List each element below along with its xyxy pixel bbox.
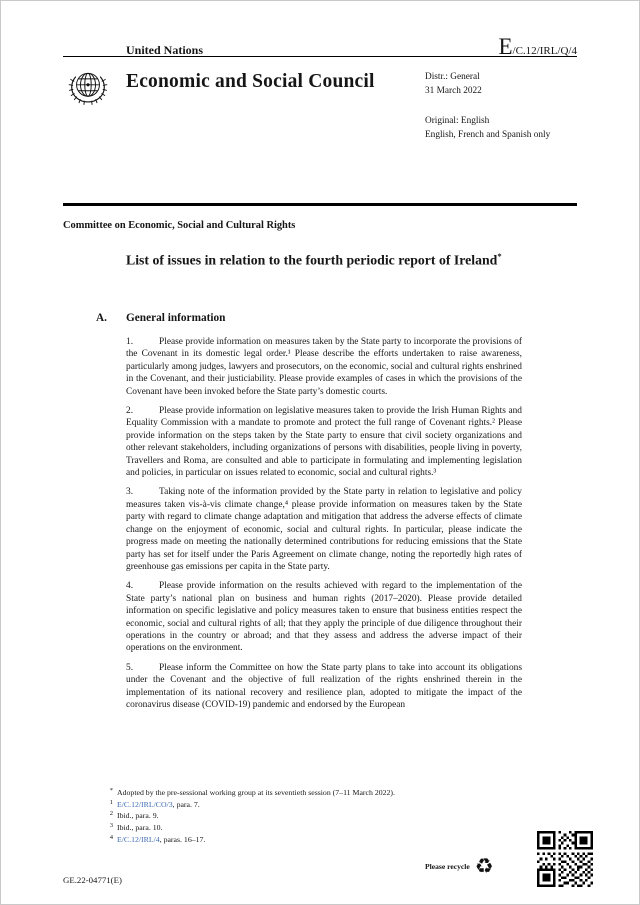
- footnote-text: Ibid., para. 9.: [117, 811, 159, 821]
- document-reference-link[interactable]: E/C.12/IRL/4: [117, 834, 160, 844]
- document-reference-link[interactable]: E/C.12/IRL/CO/3: [117, 799, 173, 809]
- footnote-3: [97, 822, 525, 834]
- paragraph-text: Please inform the Committee on how the State party plans to take into account its obligations under the Covenant and the objective of full realization of the rights enshrined therein in the implementation of its national recovery and resilience plan, adopted to mitigate the impact of the coronavirus disease (COVID-19) pandemic and endorsed by the European: [126, 662, 522, 710]
- footnote-1: [97, 799, 525, 811]
- paragraph-number: 4.: [126, 581, 134, 592]
- footnote-marker: 4: [109, 833, 113, 841]
- document-title-text: List of issues in relation to the fourth periodic report of Ireland: [126, 252, 498, 268]
- paragraph-3: [126, 486, 522, 573]
- languages-line: English, French and Spanish only: [425, 130, 551, 141]
- paragraph-text: Please provide information on measures taken by the State party to incorporate the provisions of the Covenant in its domestic legal order.¹ Please describe the efforts undertaken to raise awareness, particularly among judges, lawyers and prosecutors, on the economic, social and cultural rights enshrined in the Covenant, and their justiciability. Please provide examples of cases in which the provisions of the Covenant have been invoked before the State party’s domestic courts.: [126, 337, 522, 397]
- recycle-icon: ♻: [474, 854, 494, 878]
- paragraph-text: Please provide information on legislative measures taken to provide the Irish Human Rights and Equality Commission with a mandate to promote and protect the full range of Covenant rights.² Please provide information on the steps taken by the State party to ensure that civil society organizations and other relevant stakeholders, including organizations of persons with disabilities, people living in poverty, Travellers and Roma, are consulted and able to participate in formulating and implementing legislation and policies, in particular on issues related to economic, social and cultural rights.³: [126, 406, 522, 479]
- paragraph-1: [126, 336, 522, 398]
- paragraph-5: [126, 662, 522, 712]
- title-footnote-marker: *: [497, 251, 502, 261]
- header-divider: [63, 56, 577, 57]
- paragraph-number: 2.: [126, 406, 134, 417]
- footnote-text: [117, 799, 525, 811]
- footnote-asterisk: [97, 787, 525, 799]
- paragraph-text: Taking note of the information provided by the State party in relation to legislative and policy measures taken vis-à-vis climate change,⁴ please provide information on measures taken by the State party with regard to climate change adaptation and mitigation that address the adverse effects of climate change on the enjoyment of economic, social and cultural rights. In particular, please indicate the progress made on meeting the nationally determined contributions for reducing emissions that the State party has set for itself under the Paris Agreement on climate change, noting the reportedly high rates of greenhouse gas emissions per capita in the State party.: [126, 487, 522, 572]
- org-name: United Nations: [126, 43, 204, 57]
- document-symbol: [498, 35, 577, 58]
- date-line: 31 March 2022: [425, 86, 482, 97]
- masthead-rule: [63, 203, 577, 206]
- footnote-text: Ibid., para. 10.: [117, 823, 163, 833]
- distribution-block: [425, 70, 550, 143]
- footnote-2: [97, 810, 525, 822]
- paragraph-list: [126, 336, 522, 711]
- paragraph-number: 1.: [126, 337, 134, 347]
- paragraph-4: [126, 580, 522, 654]
- document-title: [126, 250, 528, 271]
- footnote-text: Adopted by the pre-sessional working group at its seventieth session (7–11 March 2022).: [117, 788, 395, 797]
- paragraph-text: Please provide information on the results achieved with regard to the implementation of the State party’s national plan on business and human rights (2017–2020). Please provide detailed information on specific legislative and policy measures taken to ensure that business entities respect the economic, social and cultural rights of all; that they apply the principle of due diligence throughout their operations in the country or abroad; and that they assess and address the adverse impact of their operations on the environment.: [126, 581, 522, 654]
- section-title: General information: [126, 312, 226, 324]
- main-content: [96, 312, 524, 718]
- footnote-marker: *: [109, 787, 113, 794]
- qr-code: [537, 831, 593, 887]
- original-language-line: Original: English: [425, 115, 490, 126]
- committee-name: Committee on Economic, Social and Cultural Rights: [63, 220, 296, 231]
- section-heading: [96, 312, 524, 324]
- document-symbol-number: /C.12/IRL/Q/4: [512, 45, 577, 57]
- distr-line: Distr.: General: [425, 72, 480, 82]
- footnote-list: [97, 787, 525, 845]
- footnote-4: [97, 834, 525, 846]
- footnote-marker: 2: [109, 810, 113, 818]
- document-symbol-series: E: [498, 34, 513, 59]
- top-header: [63, 35, 577, 58]
- paragraph-2: [126, 405, 522, 479]
- document-registry-number: GE.22-04771(E): [63, 875, 122, 885]
- recycle-label: Please recycle: [425, 862, 470, 871]
- footnote-text-rest: , paras. 16–17.: [159, 834, 206, 844]
- footnote-text-rest: , para. 7.: [172, 799, 200, 809]
- council-title: Economic and Social Council: [126, 71, 375, 92]
- un-emblem-icon: [63, 65, 113, 115]
- paragraph-number: 3.: [126, 487, 134, 498]
- section-label: A.: [96, 312, 107, 324]
- paragraph-number: 5.: [126, 662, 134, 673]
- footnote-marker: 3: [109, 822, 113, 830]
- footnote-text: [117, 834, 525, 846]
- footnote-marker: 1: [109, 798, 113, 806]
- recycle-note: [425, 856, 494, 877]
